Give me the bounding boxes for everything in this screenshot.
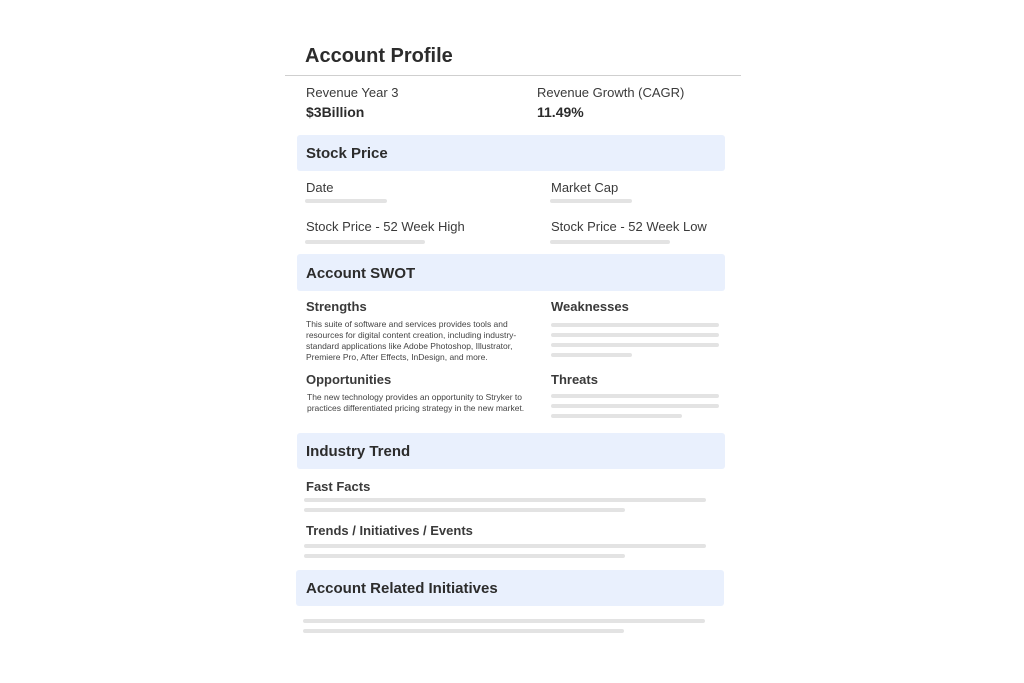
weaknesses-label: Weaknesses	[551, 299, 629, 314]
week-high-label: Stock Price - 52 Week High	[306, 219, 465, 234]
weaknesses-placeholder	[551, 353, 632, 357]
industry-trend-title: Industry Trend	[306, 443, 411, 460]
opportunities-text: The new technology provides an opportunity to Stryker to practices differentiated pricing strategy in the new market.	[307, 392, 525, 413]
market-cap-label: Market Cap	[551, 180, 619, 195]
strengths-text: This suite of software and services provides tools and resources for digital content creation, including industry-standard applications like Adobe Photoshop, Illustrator, Premiere Pro, After Effects, InDesign, and more.	[306, 319, 517, 362]
strengths-label: Strengths	[306, 299, 367, 314]
initiatives-placeholder	[303, 629, 624, 633]
threats-placeholder	[551, 394, 719, 398]
stock-price-title: Stock Price	[306, 145, 388, 162]
opportunities-label: Opportunities	[306, 372, 392, 387]
market-cap-placeholder	[550, 199, 632, 203]
trends-placeholder	[304, 554, 625, 558]
revenue-year-label: Revenue Year 3	[306, 85, 399, 100]
header-divider	[285, 75, 741, 76]
threats-placeholder	[551, 414, 682, 418]
fast-facts-label: Fast Facts	[306, 479, 371, 494]
week-low-placeholder	[550, 240, 670, 244]
swot-title: Account SWOT	[306, 265, 416, 282]
week-high-placeholder	[305, 240, 425, 244]
threats-label: Threats	[551, 372, 598, 387]
revenue-growth-value: 11.49%	[537, 104, 584, 120]
fast-facts-placeholder	[304, 498, 706, 502]
trends-placeholder	[304, 544, 706, 548]
date-label: Date	[306, 180, 334, 195]
revenue-year-value: $3Billion	[306, 104, 365, 120]
weaknesses-placeholder	[551, 323, 719, 327]
revenue-growth-label: Revenue Growth (CAGR)	[537, 85, 685, 100]
threats-placeholder	[551, 404, 719, 408]
week-low-label: Stock Price - 52 Week Low	[551, 219, 707, 234]
date-placeholder	[305, 199, 387, 203]
initiatives-placeholder	[303, 619, 705, 623]
weaknesses-placeholder	[551, 333, 719, 337]
initiatives-title: Account Related Initiatives	[306, 580, 498, 597]
fast-facts-placeholder	[304, 508, 625, 512]
page-title: Account Profile	[305, 45, 453, 67]
weaknesses-placeholder	[551, 343, 719, 347]
trends-label: Trends / Initiatives / Events	[306, 523, 473, 538]
